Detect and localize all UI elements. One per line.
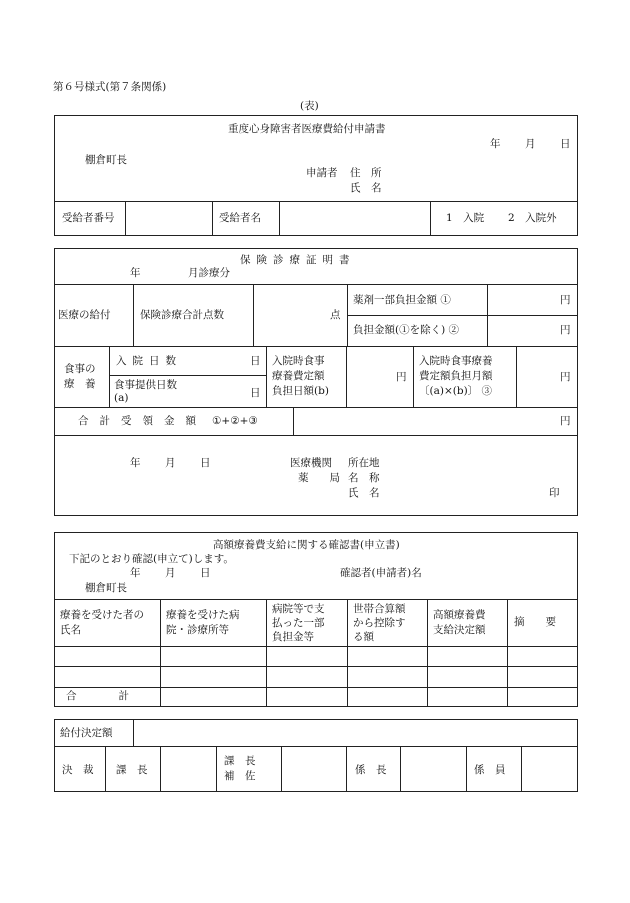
certificate-year: 年 [130,267,141,279]
medical-benefit-label: 医療の給付 [58,309,111,321]
col-deduct-l1: 世帯合算額 [353,603,406,615]
option-inpatient: 1 入院 [446,212,485,224]
application-title: 重度心身障害者医療費給付申請書 [228,123,386,135]
certificate-date-month: 月 [165,457,176,469]
copay-yen: 円 [560,324,571,336]
applicant-label: 申請者 [306,167,338,179]
form-number: 第６号様式(第７条関係) [53,81,167,93]
meal-std-line2: 療養費定額 [272,370,325,382]
col-deduct-l2: から控除す [353,617,406,629]
col-remarks: 摘 要 [514,616,556,628]
certificate-date-year: 年 [130,457,141,469]
meal-month-yen: 円 [560,371,571,383]
addressee: 棚倉町長 [85,154,127,166]
recipient-name-label: 受給者名 [219,212,261,224]
total-formula: ①+②+③ [212,415,258,427]
deputy-chief-l2: 補 佐 [224,770,256,782]
copay-label: 負担金額(①を除く) ② [353,324,460,336]
meal-std-yen: 円 [396,371,407,383]
certificate-date-day: 日 [200,457,211,469]
recipient-number-label: 受給者番号 [62,212,115,224]
pharmacy-label: 薬 局 [298,472,340,484]
option-outpatient: 2 入院外 [508,212,557,224]
institution-person-label: 氏 名 [348,487,380,499]
col-decision-l1: 高額療養費 [433,609,486,621]
meal-std-line1: 入院時食事 [272,355,325,367]
institution-name-label: 名 称 [348,472,380,484]
meal-days-unit: 日 [250,387,261,399]
col-copay-l3: 負担金等 [272,631,314,643]
application-date-day: 日 [560,138,571,150]
col-hospital-l1: 療養を受けた病 [166,609,240,621]
drug-copay-label: 薬剤一部負担金額 ① [353,294,451,306]
total-points-label: 保険診療合計点数 [140,309,224,321]
name-label: 氏 名 [350,182,382,194]
col-deduct-l3: る額 [353,631,374,643]
meal-label-line1: 食事の [64,363,96,375]
deputy-chief-l1: 課 長 [224,755,256,767]
col-copay-l2: 払った一部 [272,617,325,629]
col-patient-name-l2: 氏名 [60,624,81,636]
col-decision-l2: 支給決定額 [433,624,486,636]
confirmation-date-month: 月 [165,567,176,579]
application-date-year: 年 [490,138,501,150]
total-received-label: 合計受領金額 [78,415,207,427]
institution-label: 医療機関 [290,457,332,469]
confirmer-label: 確認者(申請者)名 [340,567,422,579]
staff-label: 係 員 [474,764,506,776]
inpatient-days-unit: 日 [250,355,261,367]
meal-std-line3: 負担日額(b) [272,385,329,397]
meal-days-label-a: (a) [114,392,129,404]
address-label: 住 所 [350,167,382,179]
col-patient-name-l1: 療養を受けた者の [60,609,144,621]
seal-mark: 印 [549,487,560,499]
col-copay-l1: 病院等で支 [272,603,325,615]
section-chief-label: 課 長 [116,764,148,776]
confirmation-date-year: 年 [130,567,141,579]
unit-chief-label: 係 長 [355,764,387,776]
side-label: (表) [300,100,319,112]
confirmation-date-day: 日 [200,567,211,579]
total-received-yen: 円 [560,415,571,427]
meal-month-line1: 入院時食事療養 [419,355,493,367]
application-date-month: 月 [525,138,536,150]
confirmation-addressee: 棚倉町長 [85,582,127,594]
certificate-period: 月診療分 [188,267,230,279]
meal-month-line2: 費定額負担月額 [419,370,493,382]
certificate-title: 保険診療証明書 [240,254,356,266]
institution-address-label: 所在地 [348,457,380,469]
drug-copay-yen: 円 [560,294,571,306]
benefit-amount-label: 給付決定額 [60,727,113,739]
inpatient-days-label: 入院日数 [116,355,182,367]
meal-month-line3: 〔(a)×(b)〕 ③ [419,385,493,397]
confirmation-total-label: 合 計 [66,690,129,702]
confirmation-intro: 下記のとおり確認(申立て)します。 [69,553,234,565]
col-hospital-l2: 院・診療所等 [166,624,229,636]
meal-days-label: 食事提供日数 [114,379,177,391]
decision-label: 決 裁 [62,764,94,776]
points-unit: 点 [330,309,341,321]
confirmation-title: 高額療養費支給に関する確認書(申立書) [213,539,400,551]
meal-label-line2: 療 養 [64,378,96,390]
